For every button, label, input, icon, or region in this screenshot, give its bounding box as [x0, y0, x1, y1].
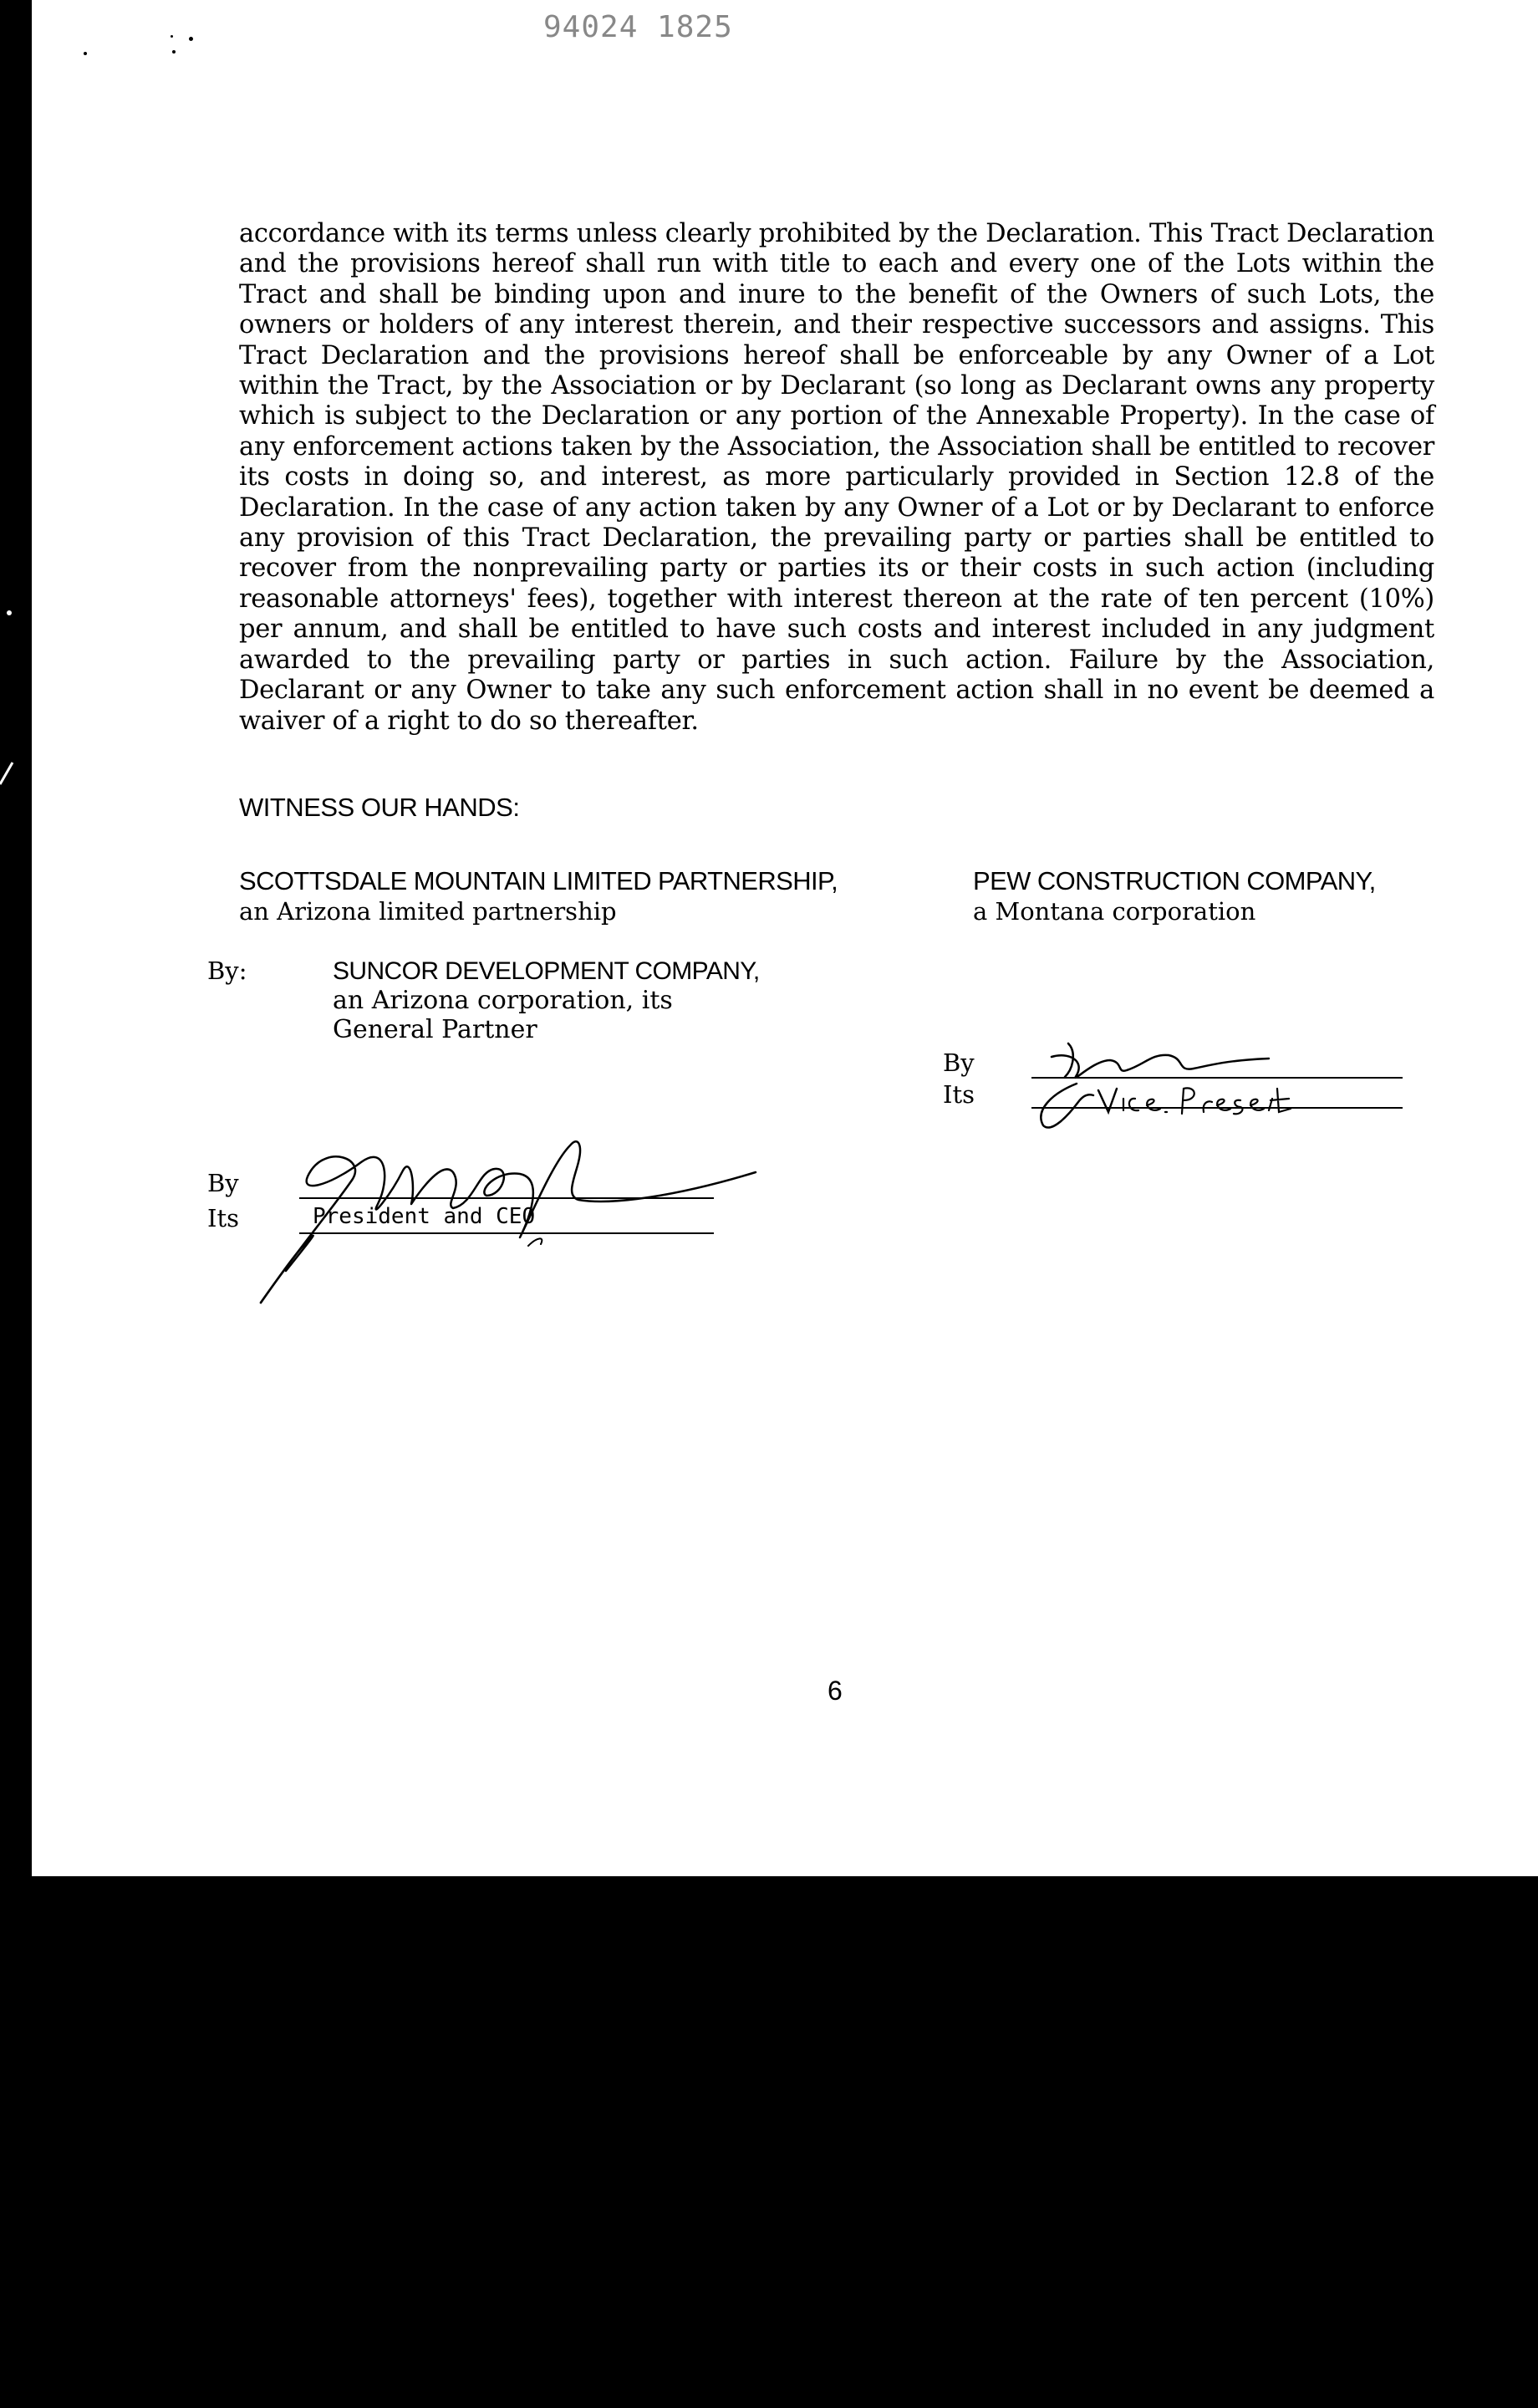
scan-edge-mark: [7, 610, 12, 615]
witness-heading: WITNESS OUR HANDS:: [239, 793, 520, 822]
left-by-prefix: By:: [207, 957, 247, 985]
document-number-stamp: 94024 1825: [543, 10, 733, 44]
right-party-name: PEW CONSTRUCTION COMPANY,: [973, 866, 1376, 895]
left-by-label: By: [207, 1169, 239, 1197]
scan-edge-mark: [0, 762, 13, 784]
declaration-body-paragraph: accordance with its terms unless clearly prohibited by the Declaration. This Tract Declaration and the provisions hereof shall run with title to each and every one of the Lots within the Tract and shall be binding upon and inure to the benefit of the Owners of such Lots, the owners or holders of any interest therein, and their respective successors and assigns. This Tract Declaration and the provisions hereof shall be enforceable by any Owner of a Lot within the Tract, by the Association or by Declarant (so long as Declarant owns any property which is subject to the Declaration or any portion of the Annexable Property). In the case of any enforcement actions taken by the Association, the Association shall be entitled to recover its costs in doing so, and interest, as more particularly provided in Section 12.8 of the Declaration. In the case of any action taken by any Owner of a Lot or by Declarant to enforce any provision of this Tract Declaration, the prevailing party or parties shall be entitled to recover from the nonprevailing party or parties its or their costs in such action (including reasonable attorneys' fees), together with interest thereon at the rate of ten percent (10%) per annum, and shall be entitled to have such costs and interest included in any judgment awarded to the prevailing party or parties in such action. Failure by the Association, Declarant or any Owner to take any such enforcement action shall in no event be deemed a waiver of a right to do so thereafter.: [239, 219, 1434, 736]
document-page: [32, 0, 1538, 1876]
left-party-name: SCOTTSDALE MOUNTAIN LIMITED PARTNERSHIP,: [239, 866, 838, 895]
right-its-label: Its: [943, 1080, 975, 1109]
left-party-description: an Arizona limited partnership: [239, 897, 617, 926]
general-partner-block: [333, 957, 760, 1044]
general-partner-desc-1: an Arizona corporation, its: [333, 986, 673, 1015]
right-signature-scribble: [1018, 1035, 1336, 1135]
left-its-label: Its: [207, 1204, 239, 1232]
right-party-description: a Montana corporation: [973, 897, 1256, 926]
right-party-block: [973, 866, 1376, 926]
right-by-label: By: [943, 1048, 975, 1077]
general-partner-desc-2: General Partner: [333, 1015, 537, 1044]
left-title-value: President and CEO: [313, 1204, 536, 1229]
left-party-block: [239, 866, 838, 926]
general-partner-name: SUNCOR DEVELOPMENT COMPANY,: [333, 957, 760, 985]
page-number: 6: [828, 1676, 843, 1706]
left-signature-scribble: [244, 1112, 846, 1313]
